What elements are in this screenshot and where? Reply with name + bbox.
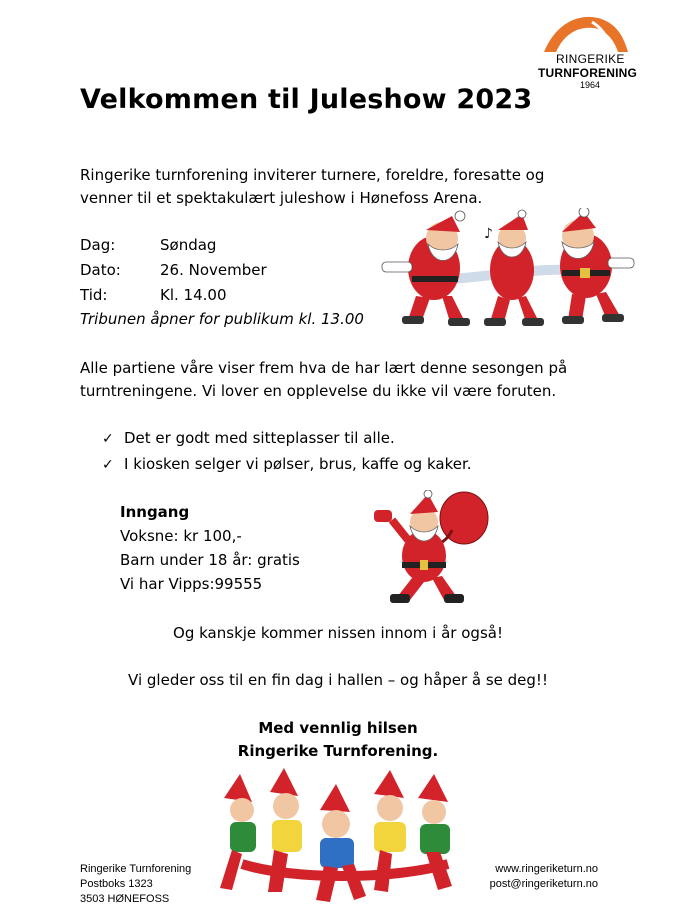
intro-line-2: venner til et spektakulært juleshow i Hønefoss Arena. [80,189,483,207]
entry-vipps: Vi har Vipps:99555 [120,575,263,593]
entry-children: Barn under 18 år: gratis [120,551,300,569]
bullet-text: Det er godt med sitteplasser til alle. [124,429,395,447]
footer-website[interactable]: www.ringeriketurn.no [495,863,598,875]
detail-value: 26. November [160,261,267,279]
bullet-item [102,429,395,447]
detail-row-day [80,236,216,254]
santas-illustration [372,208,640,328]
checkmark-icon: ✓ [102,431,114,447]
intro-line-1: Ringerike turnforening inviterer turnere, foreldre, foresatte og [80,166,545,184]
show-line-2: turntreningene. Vi lover en opplevelse du ikke vil være foruten. [80,382,557,400]
footer-address [80,862,191,907]
page-title: Velkommen til Juleshow 2023 [80,84,533,115]
footer-org: Ringerike Turnforening [80,863,192,875]
show-line-1: Alle partiene våre viser frem hva de har lært denne sesongen på [80,359,568,377]
show-paragraph [80,357,567,403]
closing-line: Vi gleder oss til en fin dag i hallen – og håper å se deg!! [128,671,548,689]
footer-email[interactable]: post@ringeriketurn.no [489,878,598,890]
detail-value: Søndag [160,236,217,254]
checkmark-icon: ✓ [102,457,114,473]
elves-illustration [212,768,472,908]
logo-year: 1964 [580,80,601,90]
santa-note: Og kanskje kommer nissen innom i år også! [173,624,503,642]
intro-paragraph [80,164,544,210]
logo-line1: RINGERIKE [556,52,625,66]
detail-row-time [80,286,226,304]
detail-value: Kl. 14.00 [160,286,227,304]
entry-heading: Inngang [120,503,190,521]
footer-postcode: 3503 HØNEFOSS [80,893,170,905]
detail-label: Dag: [80,236,116,254]
tribune-note: Tribunen åpner for publikum kl. 13.00 [80,310,364,328]
bullet-text: I kiosken selger vi pølser, brus, kaffe og kaker. [124,455,472,473]
detail-row-date [80,261,267,279]
footer-contact [490,862,598,892]
signoff-org: Ringerike Turnforening. [237,742,439,760]
signoff-greeting: Med vennlig hilsen [258,719,418,737]
entry-adults: Voksne: kr 100,- [120,527,242,545]
footer-postbox: Postboks 1323 [80,878,153,890]
detail-label: Tid: [80,286,108,304]
svg-text:♪: ♪ [484,226,493,242]
detail-label: Dato: [80,261,121,279]
logo-line2: TURNFORENING [538,66,638,80]
logo [532,12,644,90]
running-santa-illustration [368,490,492,608]
bullet-item [102,455,472,473]
logo-arch-icon [532,12,644,56]
